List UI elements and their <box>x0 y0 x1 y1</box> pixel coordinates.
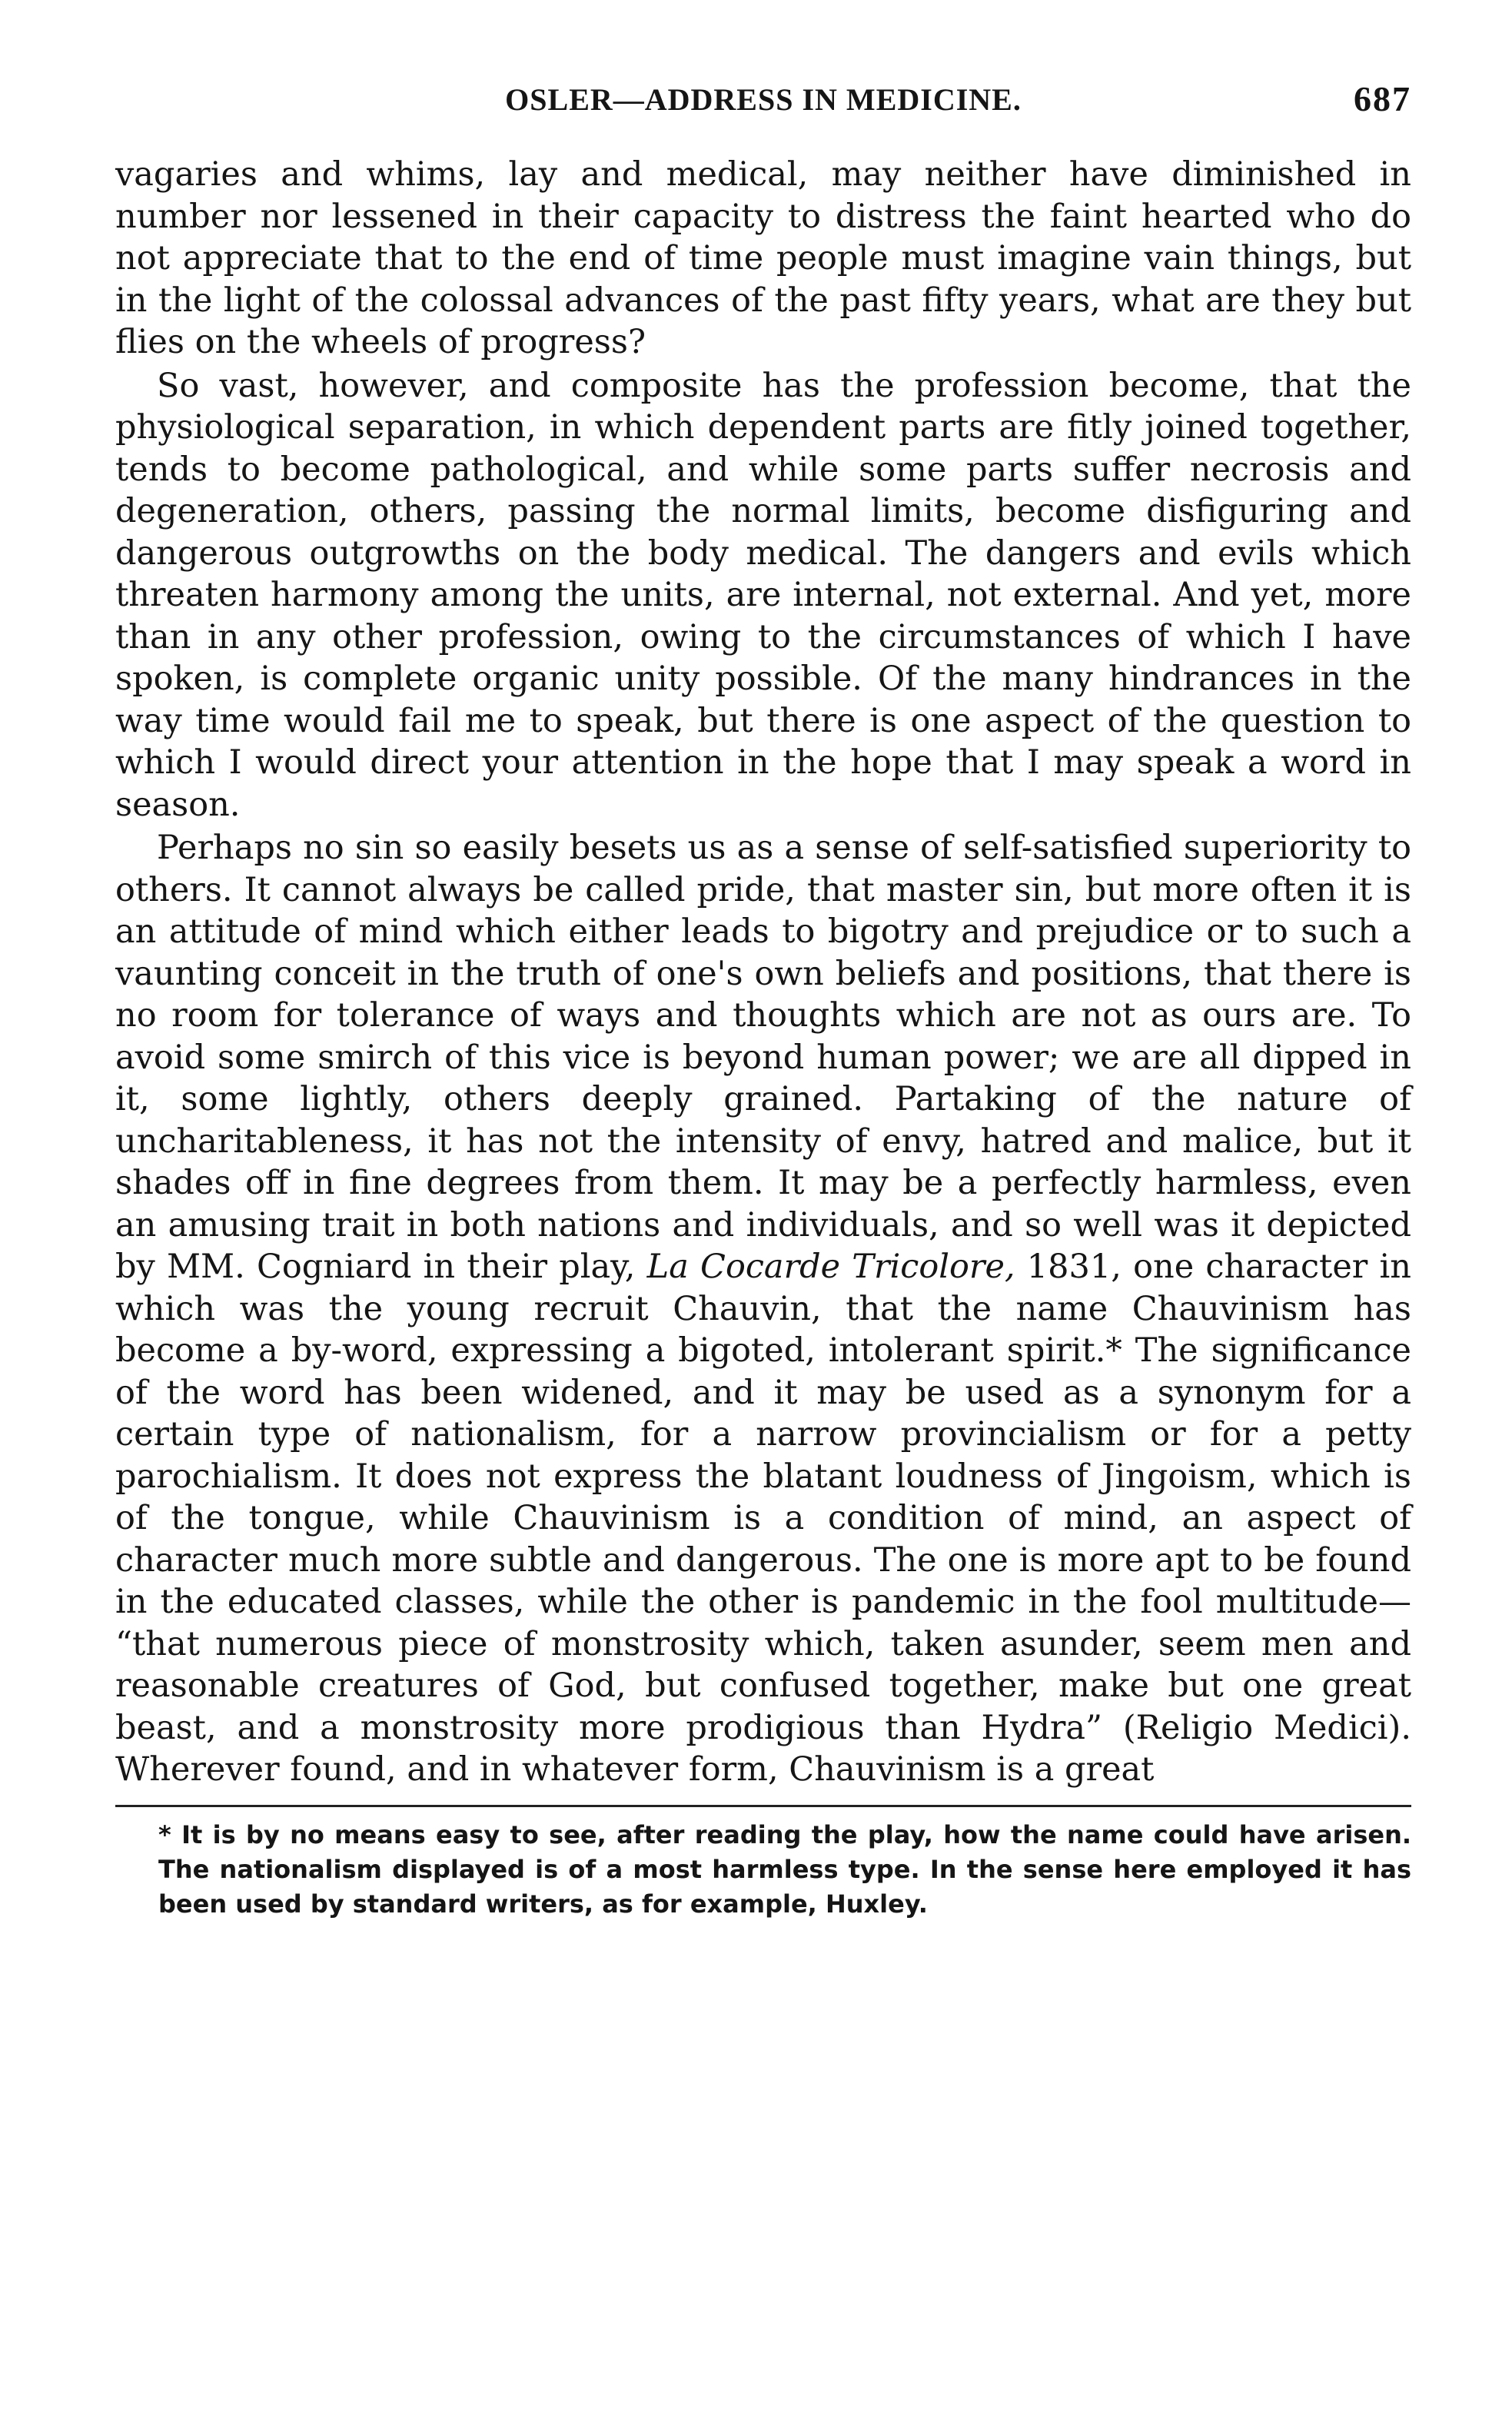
paragraph-1: vagaries and whims, lay and medical, may neither have diminished in number nor lessened in their capacity to distress the faint hearted who do not appreciate that to the end of time people must imagine vain things, but in the light of the colossal advances of the past fifty years, what are they but flies on the wheels of progress? <box>115 155 1411 361</box>
paragraph-2: So vast, however, and composite has the profession become, that the physiological separation, in which dependent parts are fitly joined together, tends to become pathological, and while some parts suffer necrosis and degeneration, others, passing the normal limits, become disfiguring and dangerous outgrowths on the body medical. The dangers and evils which threaten harmony among the units, are internal, not external. And yet, more than in any other profession, owing to the circumstances of which I have spoken, is complete organic unity possible. Of the many hindrances in the way time would fail me to speak, but there is one aspect of the question to which I would direct your attention in the hope that I may speak a word in season. <box>115 366 1411 824</box>
paragraph-3-part-1: Perhaps no sin so easily besets us as a sense of self-satisfied superiority to others. It cannot always be called pride, that master sin, but more often it is an attitude of mind which either leads to bigotry and prejudice or to such a vaunting conceit in the truth of one's own beliefs and positions, that there is no room for tolerance of ways and thoughts which are not as ours are. To avoid some smirch of this vice is beyond human power; we are all dipped in it, some lightly, others deeply grained. Partaking of the nature of uncharitableness, it has not the intensity of envy, hatred and malice, but it shades off in fine degrees from them. It may be a perfectly harmless, even an amusing trait in both nations and individuals, and so well was it depicted by MM. Cogniard in their play, <box>115 829 1411 1286</box>
book-page <box>115 74 1411 2372</box>
footnote <box>115 1818 1411 1922</box>
play-title: La Cocarde Tricolore, <box>646 1248 1015 1286</box>
page-header <box>115 74 1411 131</box>
paragraph-3 <box>115 827 1411 1791</box>
body-text <box>115 154 1411 1791</box>
paragraph-3-part-2: 1831, one character in which was the young recruit Chauvin, that the name Chauvinism has become a by-word, expressing a bigoted, intolerant spirit.* The significance of the word has been widened, and it may be used as a synonym for a certain type of nationalism, for a narrow provincialism or for a petty parochialism. It does not express the blatant loudness of Jingoism, which is of the tongue, while Chauvinism is a condition of mind, an aspect of character much more subtle and dangerous. The one is more apt to be found in the educated classes, while the other is pandemic in the fool multitude— “that numerous piece of monstrosity which, taken asunder, seem men and reasonable creatures of God, but confused together, make but one great beast, and a monstrosity more prodigious than Hydra” (Religio Medici). Wherever found, and in whatever form, Chauvinism is a great <box>115 1248 1411 1789</box>
running-head: OSLER—ADDRESS IN MEDICINE. <box>505 82 1022 117</box>
footnote-text: * It is by no means easy to see, after reading the play, how the name could have arisen. The nationalism displayed is of a most harmless type. In the sense here employed it has been used by standard writers, as for example, Huxley. <box>158 1819 1411 1919</box>
footnote-rule <box>115 1805 1411 1807</box>
page-number: 687 <box>1354 79 1411 118</box>
